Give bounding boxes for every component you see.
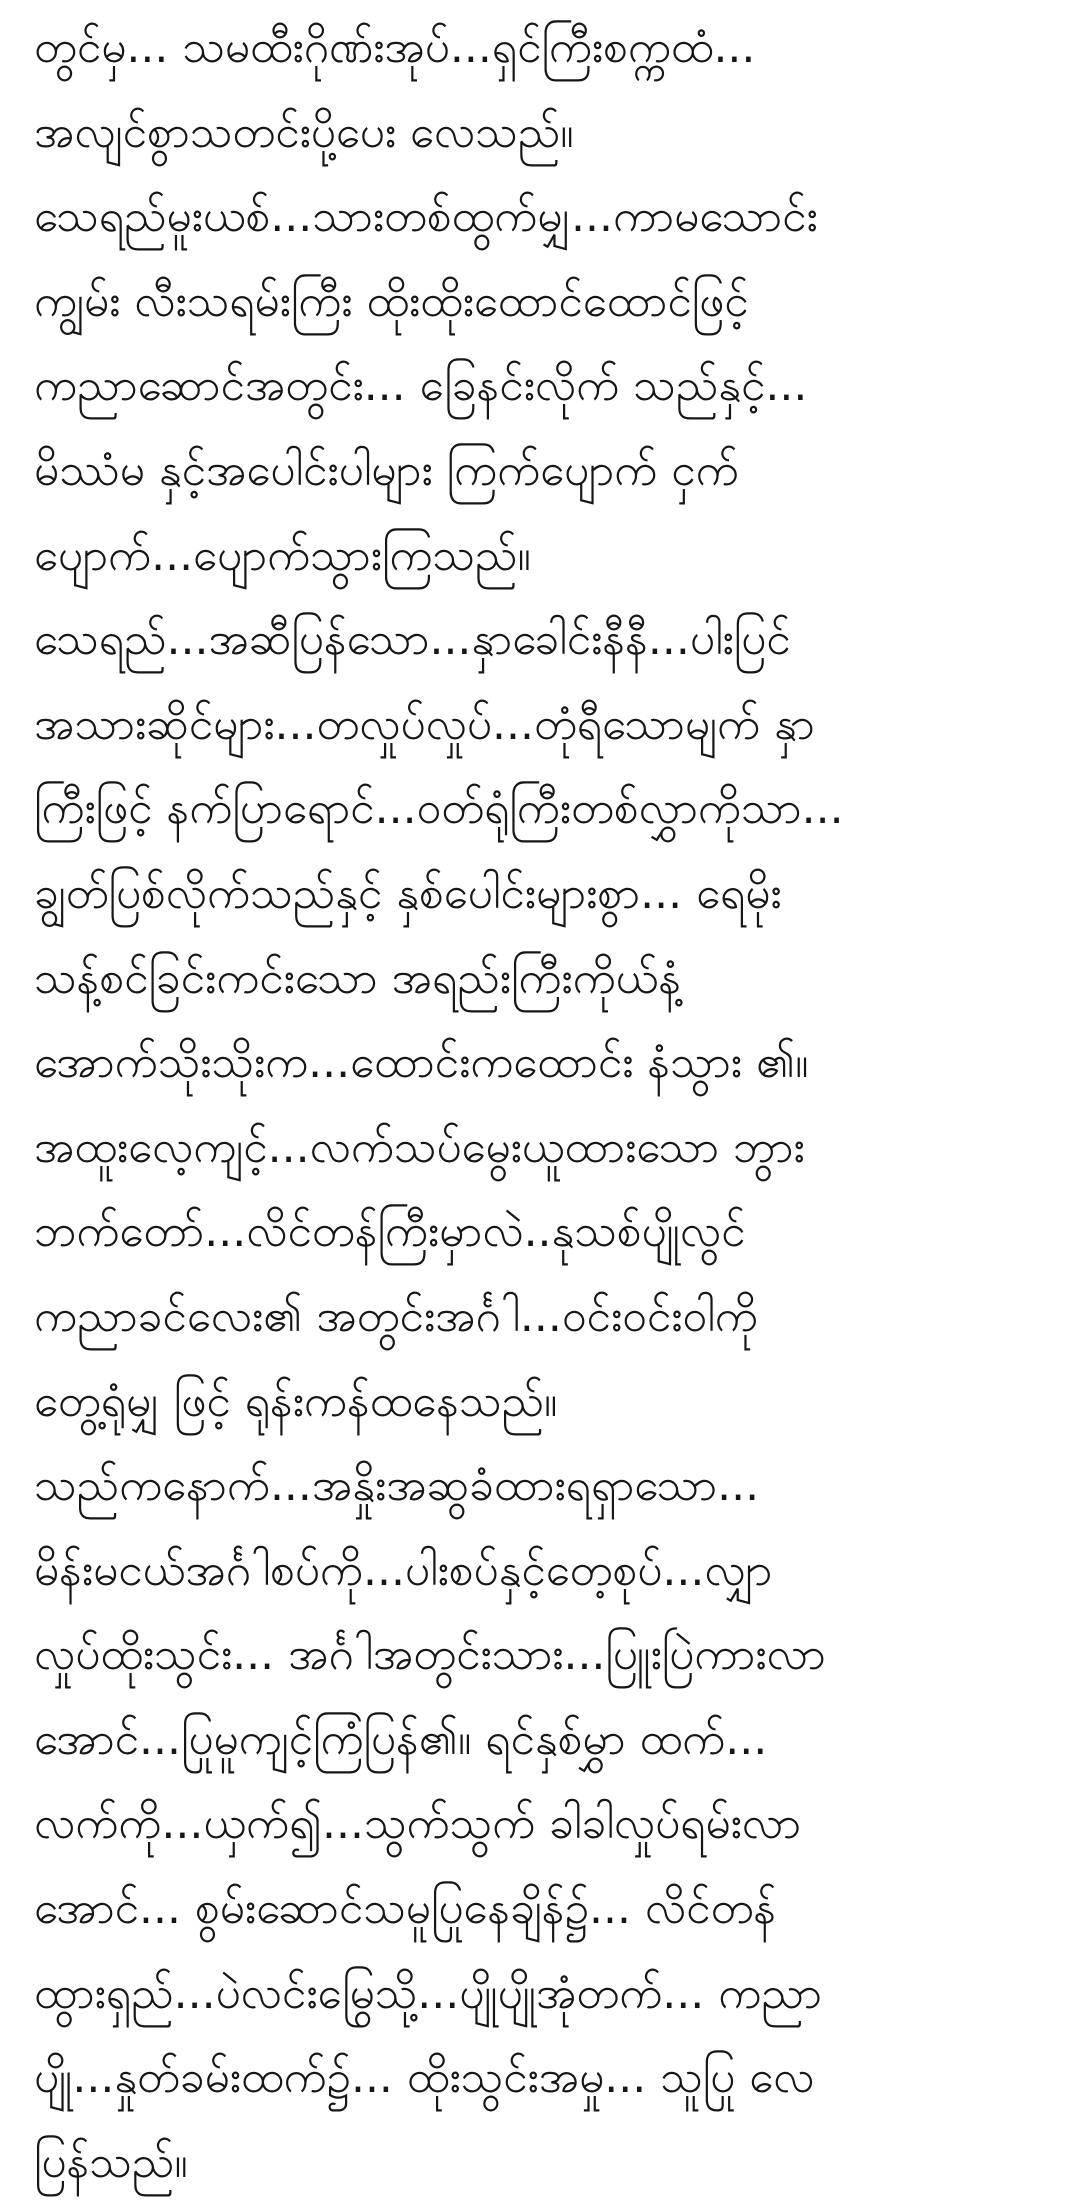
text-line-25: ပျို...နှုတ်ခမ်းထက်၌... ထိုးသွင်းအမှု... သူပြု လေ — [34, 2052, 815, 2104]
text-line-17: တွေ့ရုံမျှ ဖြင့် ရုန်းကန်ထနေသည်။ — [34, 1375, 558, 1427]
text-line-1: တွင်မှ... သမထီးဂိုဏ်းအုပ်...ရှင်ကြီးစက္ကထံ... — [34, 22, 756, 73]
text-line-7: ပျောက်...ပျောက်သွားကြသည်။ — [34, 529, 531, 581]
text-line-20: လှုပ်ထိုးသွင်း... အင်္ဂါအတွင်းသား...ပြူးပြဲကားလာ — [34, 1629, 826, 1681]
text-line-14: အထူးလေ့ကျင့်...လက်သပ်မွေးယူထားသော ဘွား — [34, 1121, 805, 1173]
text-line-5: ကညာဆောင်အတွင်း... ခြေနင်းလိုက် သည်နှင့်... — [34, 360, 808, 412]
text-line-19: မိန်းမငယ်အင်္ဂါစပ်ကို...ပါးစပ်နှင့်တေ့စုပ်...လျှာ — [34, 1544, 773, 1596]
text-line-11: ချွတ်ပြစ်လိုက်သည်နှင့် နှစ်ပေါင်းများစွာ... ရေမိုး — [34, 867, 782, 919]
text-line-22: လက်ကို...ယှက်၍...သွက်သွက် ခါခါလှုပ်ရမ်းလာ — [34, 1798, 802, 1850]
text-line-24: ထွားရှည်...ပဲလင်းမြွေသို့...ပျိုပျိုအုံတက်... ကညာ — [34, 1967, 822, 2019]
text-line-10: ကြီးဖြင့် နက်ပြာရောင်...ဝတ်ရုံကြီးတစ်လွှာကိုသာ... — [34, 783, 844, 835]
text-line-6: မိဿံမ နှင့်အပေါင်းပါများ ကြက်ပျောက် ငှက် — [34, 444, 739, 496]
text-line-4: ကျွမ်း လီးသရမ်းကြီး ထိုးထိုးထောင်ထောင်ဖြင့် — [34, 275, 749, 327]
text-line-2: အလျင်စွာသတင်းပို့ပေး လေသည်။ — [34, 106, 574, 158]
text-line-3: သေရည်မူးယစ်...သားတစ်ထွက်မျှ...ကာမသောင်း — [34, 191, 818, 243]
story-text — [34, 6, 1054, 2205]
text-line-13: အောက်သိုးသိုးက...ထောင်းကထောင်း နံသွား ၏။ — [34, 1037, 809, 1089]
text-line-26: ပြန်သည်။ — [34, 2136, 188, 2188]
text-line-18: သည်ကနောက်...အနှိုးအဆွခံထားရရှာသော... — [34, 1460, 760, 1512]
text-line-12: သန့်စင်ခြင်းကင်းသော အရည်းကြီးကိုယ်နံ့ — [34, 952, 682, 1004]
text-line-21: အောင်...ပြုမူကျင့်ကြံပြန်၏။ ရင်နှစ်မွှာ ထက်... — [34, 1713, 768, 1765]
text-line-9: အသားဆိုင်များ...တလှုပ်လှုပ်...တုံရီသောမျက် နှာ — [34, 698, 815, 750]
text-line-15: ဘက်တော်...လိင်တန်ကြီးမှာလဲ..နုသစ်ပျိုလွင် — [34, 1206, 746, 1258]
text-line-23: အောင်... စွမ်းဆောင်သမူပြုနေချိန်၌... လိင်တန် — [34, 1883, 777, 1935]
text-line-16: ကညာခင်လေး၏ အတွင်းအင်္ဂါ...ဝင်းဝင်းဝါကို — [34, 1290, 758, 1342]
text-line-8: သေရည်...အဆီပြန်သော...နှာခေါင်းနီနီ...ပါးပြင် — [34, 614, 791, 666]
